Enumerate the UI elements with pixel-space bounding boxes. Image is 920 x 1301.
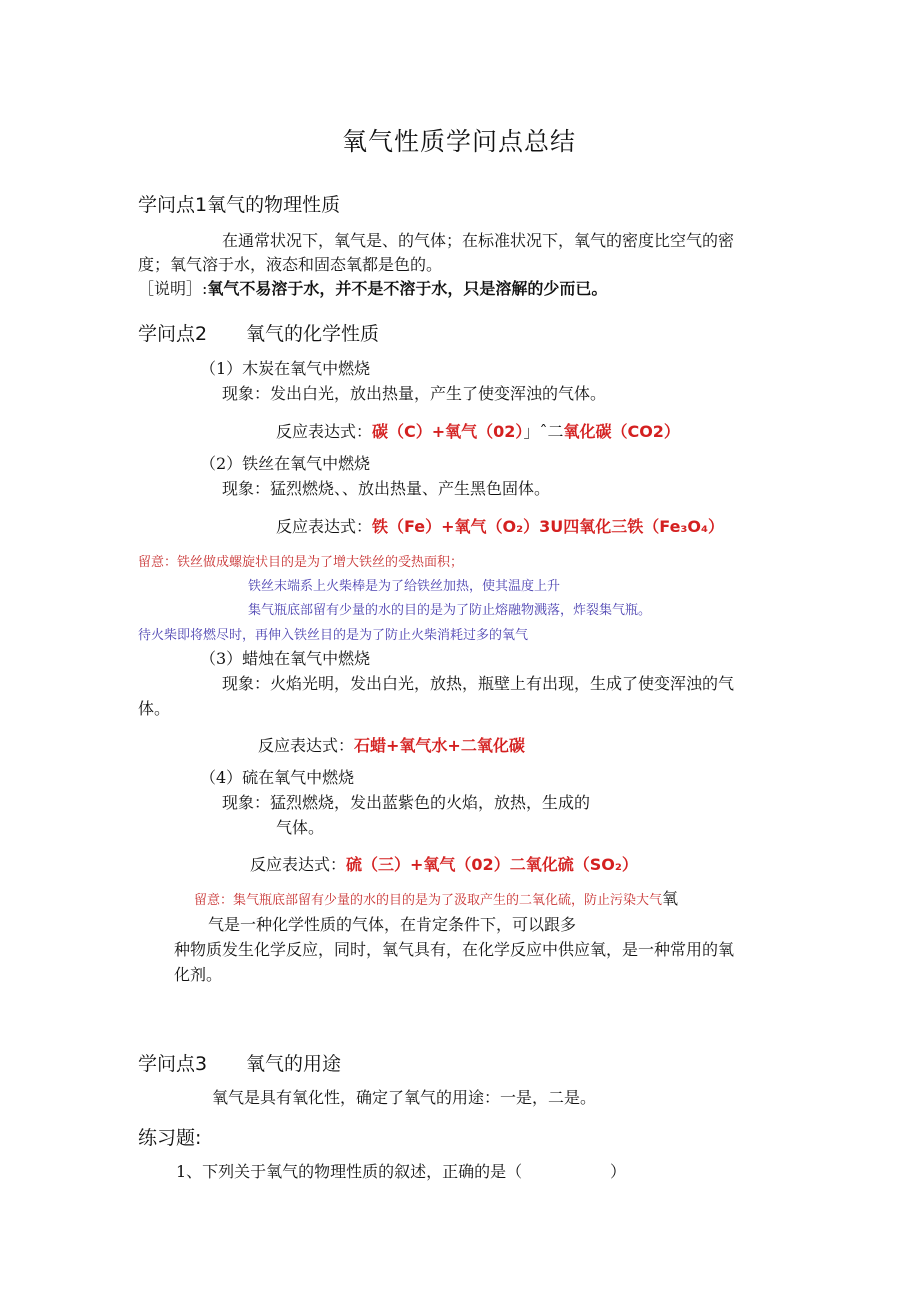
item-2-phenomenon: 现象：猛烈燃烧、、放出热量、产生黑色固体。 [222, 479, 551, 498]
item-1-title: （1）木炭在氧气中燃烧 [200, 359, 371, 378]
summary-line-4: 化剂。 [174, 965, 223, 984]
item-3-phenomenon-2: 体。 [138, 699, 171, 718]
item-3-title: （3）蜡烛在氧气中燃烧 [200, 649, 371, 668]
section-1-note [138, 276, 607, 299]
item-2-expression [276, 514, 724, 537]
item-4-expression [250, 852, 638, 875]
item-4-phenomenon-2: 气体。 [276, 818, 325, 837]
item-3-phenomenon-1: 现象：火焰光明，发出白光，放热，瓶壁上有出现，生成了使变浑浊的气 [222, 674, 735, 693]
item-1-expression [276, 419, 680, 442]
expr-arrow: 」ˆ二 [523, 422, 564, 441]
expr-label: 反应表达式： [258, 736, 355, 755]
expr-label: 反应表达式： [276, 517, 373, 536]
note-text: 氧气不易溶于水，并不是不溶于水，只是溶解的少而已。 [207, 279, 608, 298]
section-3-heading-text: 氧气的用途 [246, 1053, 342, 1075]
expr-products: 氧化碳（CO2） [563, 422, 680, 441]
section-3-line: 氧气是具有氧化性，确定了氧气的用途：一是，二是。 [212, 1088, 597, 1107]
section-1-line-1: 在通常状况下，氧气是、的气体；在标准状况下，氧气的密度比空气的密 [222, 231, 735, 250]
iron-note-1-text: 留意：铁丝做成螺旋状目的是为了增大铁丝的受热面积； [138, 555, 464, 570]
expr-body: 铁（Fe）+氧气（O₂）3U四氧化三铁（Fe₃O₄） [372, 517, 725, 536]
iron-note-2: 铁丝末端系上火柴棒是为了给铁丝加热，使其温度上升 [248, 579, 561, 594]
summary-line-2: 气是一种化学性质的气体，在肯定条件下，可以跟多 [208, 915, 577, 934]
expr-label: 反应表达式： [276, 422, 373, 441]
section-1-line-2: 度；氧气溶于水，液态和固态氧都是色的。 [138, 255, 443, 274]
question-1: 1、下列关于氧气的物理性质的叙述，正确的是（ [176, 1162, 523, 1181]
question-1-end: ） [610, 1162, 627, 1181]
expr-body: 硫（三）+氧气（02）二氧化硫（SO₂） [346, 855, 638, 874]
section-2-heading-number: 学问点2 [138, 323, 208, 345]
expr-label: 反应表达式： [250, 855, 347, 874]
iron-note-4: 待火柴即将燃尽时，再伸入铁丝目的是为了防止火柴消耗过多的氧气 [138, 628, 529, 643]
sulfur-note: 留意：集气瓶底部留有少量的水的目的是为了汲取产生的二氧化硫，防止污染大气 [194, 893, 663, 908]
expr-reactants: 碳（C）+氧气（02） [372, 422, 524, 441]
iron-note-3: 集气瓶底部留有少量的水的目的是为了防止熔融物溅落，炸裂集气瓶。 [248, 603, 652, 618]
summary-line-3: 种物质发生化学反应，同时，氧气具有，在化学反应中供应氧，是一种常用的氧 [174, 940, 735, 959]
iron-note-1 [138, 551, 463, 570]
section-1-heading: 学问点1氧气的物理性质 [138, 194, 341, 216]
item-1-phenomenon: 现象：发出白光，放出热量，产生了使变浑浊的气体。 [222, 384, 607, 403]
note-label: ［说明］: [138, 279, 208, 298]
item-3-expression [258, 733, 525, 756]
section-2-heading-text: 氧气的化学性质 [246, 323, 380, 345]
item-4-title: （4）硫在氧气中燃烧 [200, 768, 355, 787]
summary-start: 氧 [662, 889, 679, 908]
expr-body: 石蜡+氧气水+二氧化碳 [354, 736, 525, 755]
page-title: 氧气性质学问点总结 [342, 127, 577, 156]
item-4-phenomenon-1: 现象：猛烈燃烧，发出蓝紫色的火焰，放热，生成的 [222, 793, 591, 812]
exercises-heading: 练习题: [138, 1127, 202, 1149]
item-2-title: （2）铁丝在氧气中燃烧 [200, 454, 371, 473]
section-3-heading-number: 学问点3 [138, 1053, 208, 1075]
sulfur-note-line [194, 886, 678, 909]
